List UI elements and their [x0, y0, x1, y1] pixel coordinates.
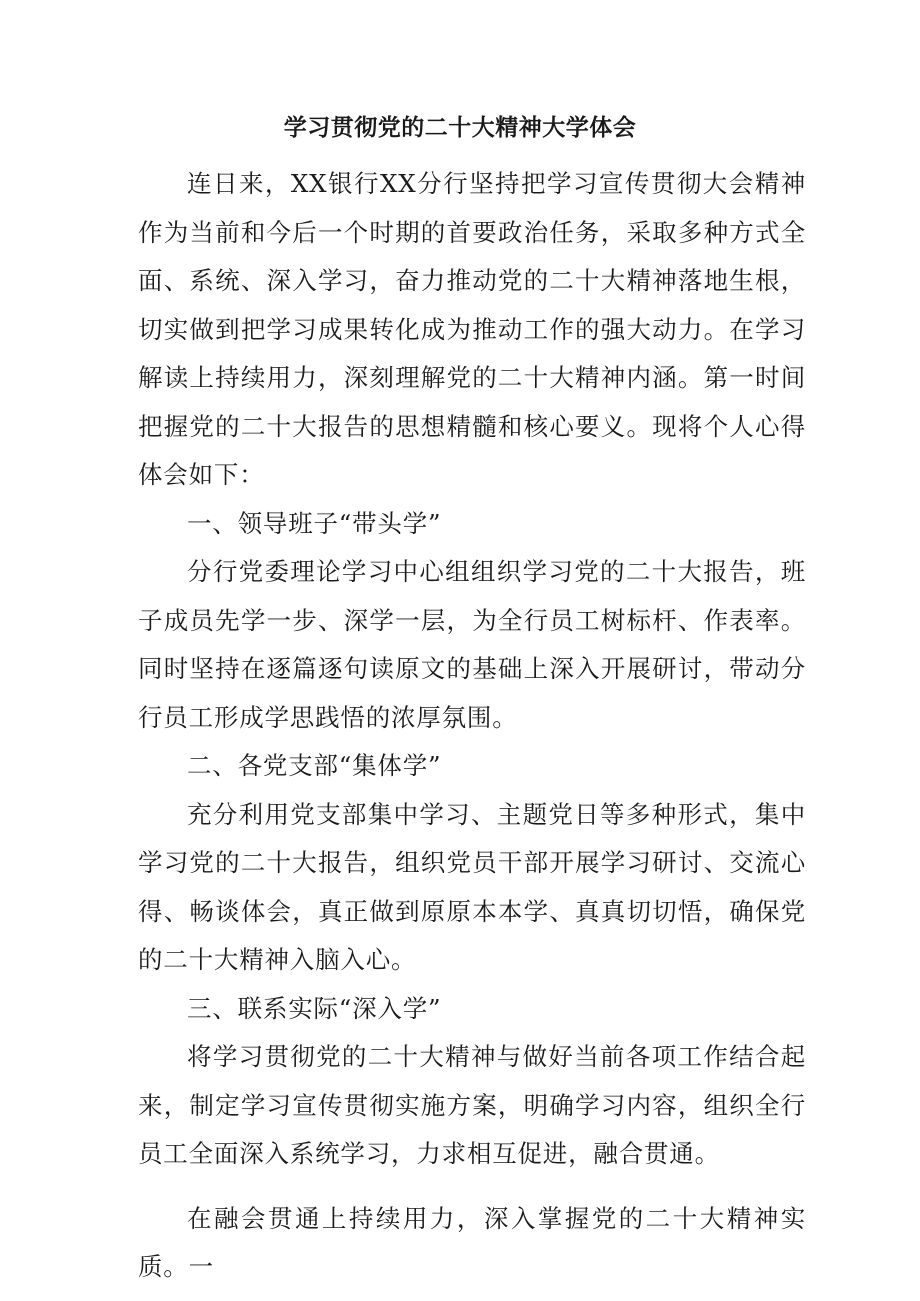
- document-title: 学习贯彻党的二十大精神大学体会: [283, 114, 637, 141]
- section-paragraph-3: 将学习贯彻党的二十大精神与做好当前各项工作结合起来，制定学习宣传贯彻实施方案，明确学习内容，组织全行员工全面深入系统学习，力求相互促进，融合贯通。: [138, 1042, 806, 1168]
- closing-paragraph: 在融会贯通上持续用力，深入掌握党的二十大精神实质。一: [138, 1203, 806, 1281]
- section-heading-3: 三、联系实际“深入学”: [187, 993, 442, 1023]
- document-body: [138, 160, 806, 1292]
- section-heading-2: 二、各党支部“集体学”: [187, 751, 442, 780]
- section-heading-1: 一、领导班子“带头学”: [187, 508, 442, 538]
- section-paragraph-1: 分行党委理论学习中心组组织学习党的二十大报告，班子成员先学一步、深学一层，为全行员工树标杆、作表率。同时坚持在逐篇逐句读原文的基础上深入开展研讨，带动分行员工形成学思践悟的浓厚氛围。: [138, 557, 806, 732]
- intro-paragraph: 连日来，XX银行XX分行坚持把学习宣传贯彻大会精神作为当前和今后一个时期的首要政治任务，采取多种方式全面、系统、深入学习，奋力推动党的二十大精神落地生根，切实做到把学习成果转化成为推动工作的强大动力。在学习解读上持续用力，深刻理解党的二十大精神内涵。第一时间把握党的二十大报告的思想精髓和核心要义。现将个人心得体会如下：: [138, 169, 806, 489]
- section-paragraph-2: 充分利用党支部集中学习、主题党日等多种形式，集中学习党的二十大报告，组织党员干部开展学习研讨、交流心得、畅谈体会，真正做到原原本本学、真真切切悟，确保党的二十大精神入脑入心。: [138, 799, 806, 974]
